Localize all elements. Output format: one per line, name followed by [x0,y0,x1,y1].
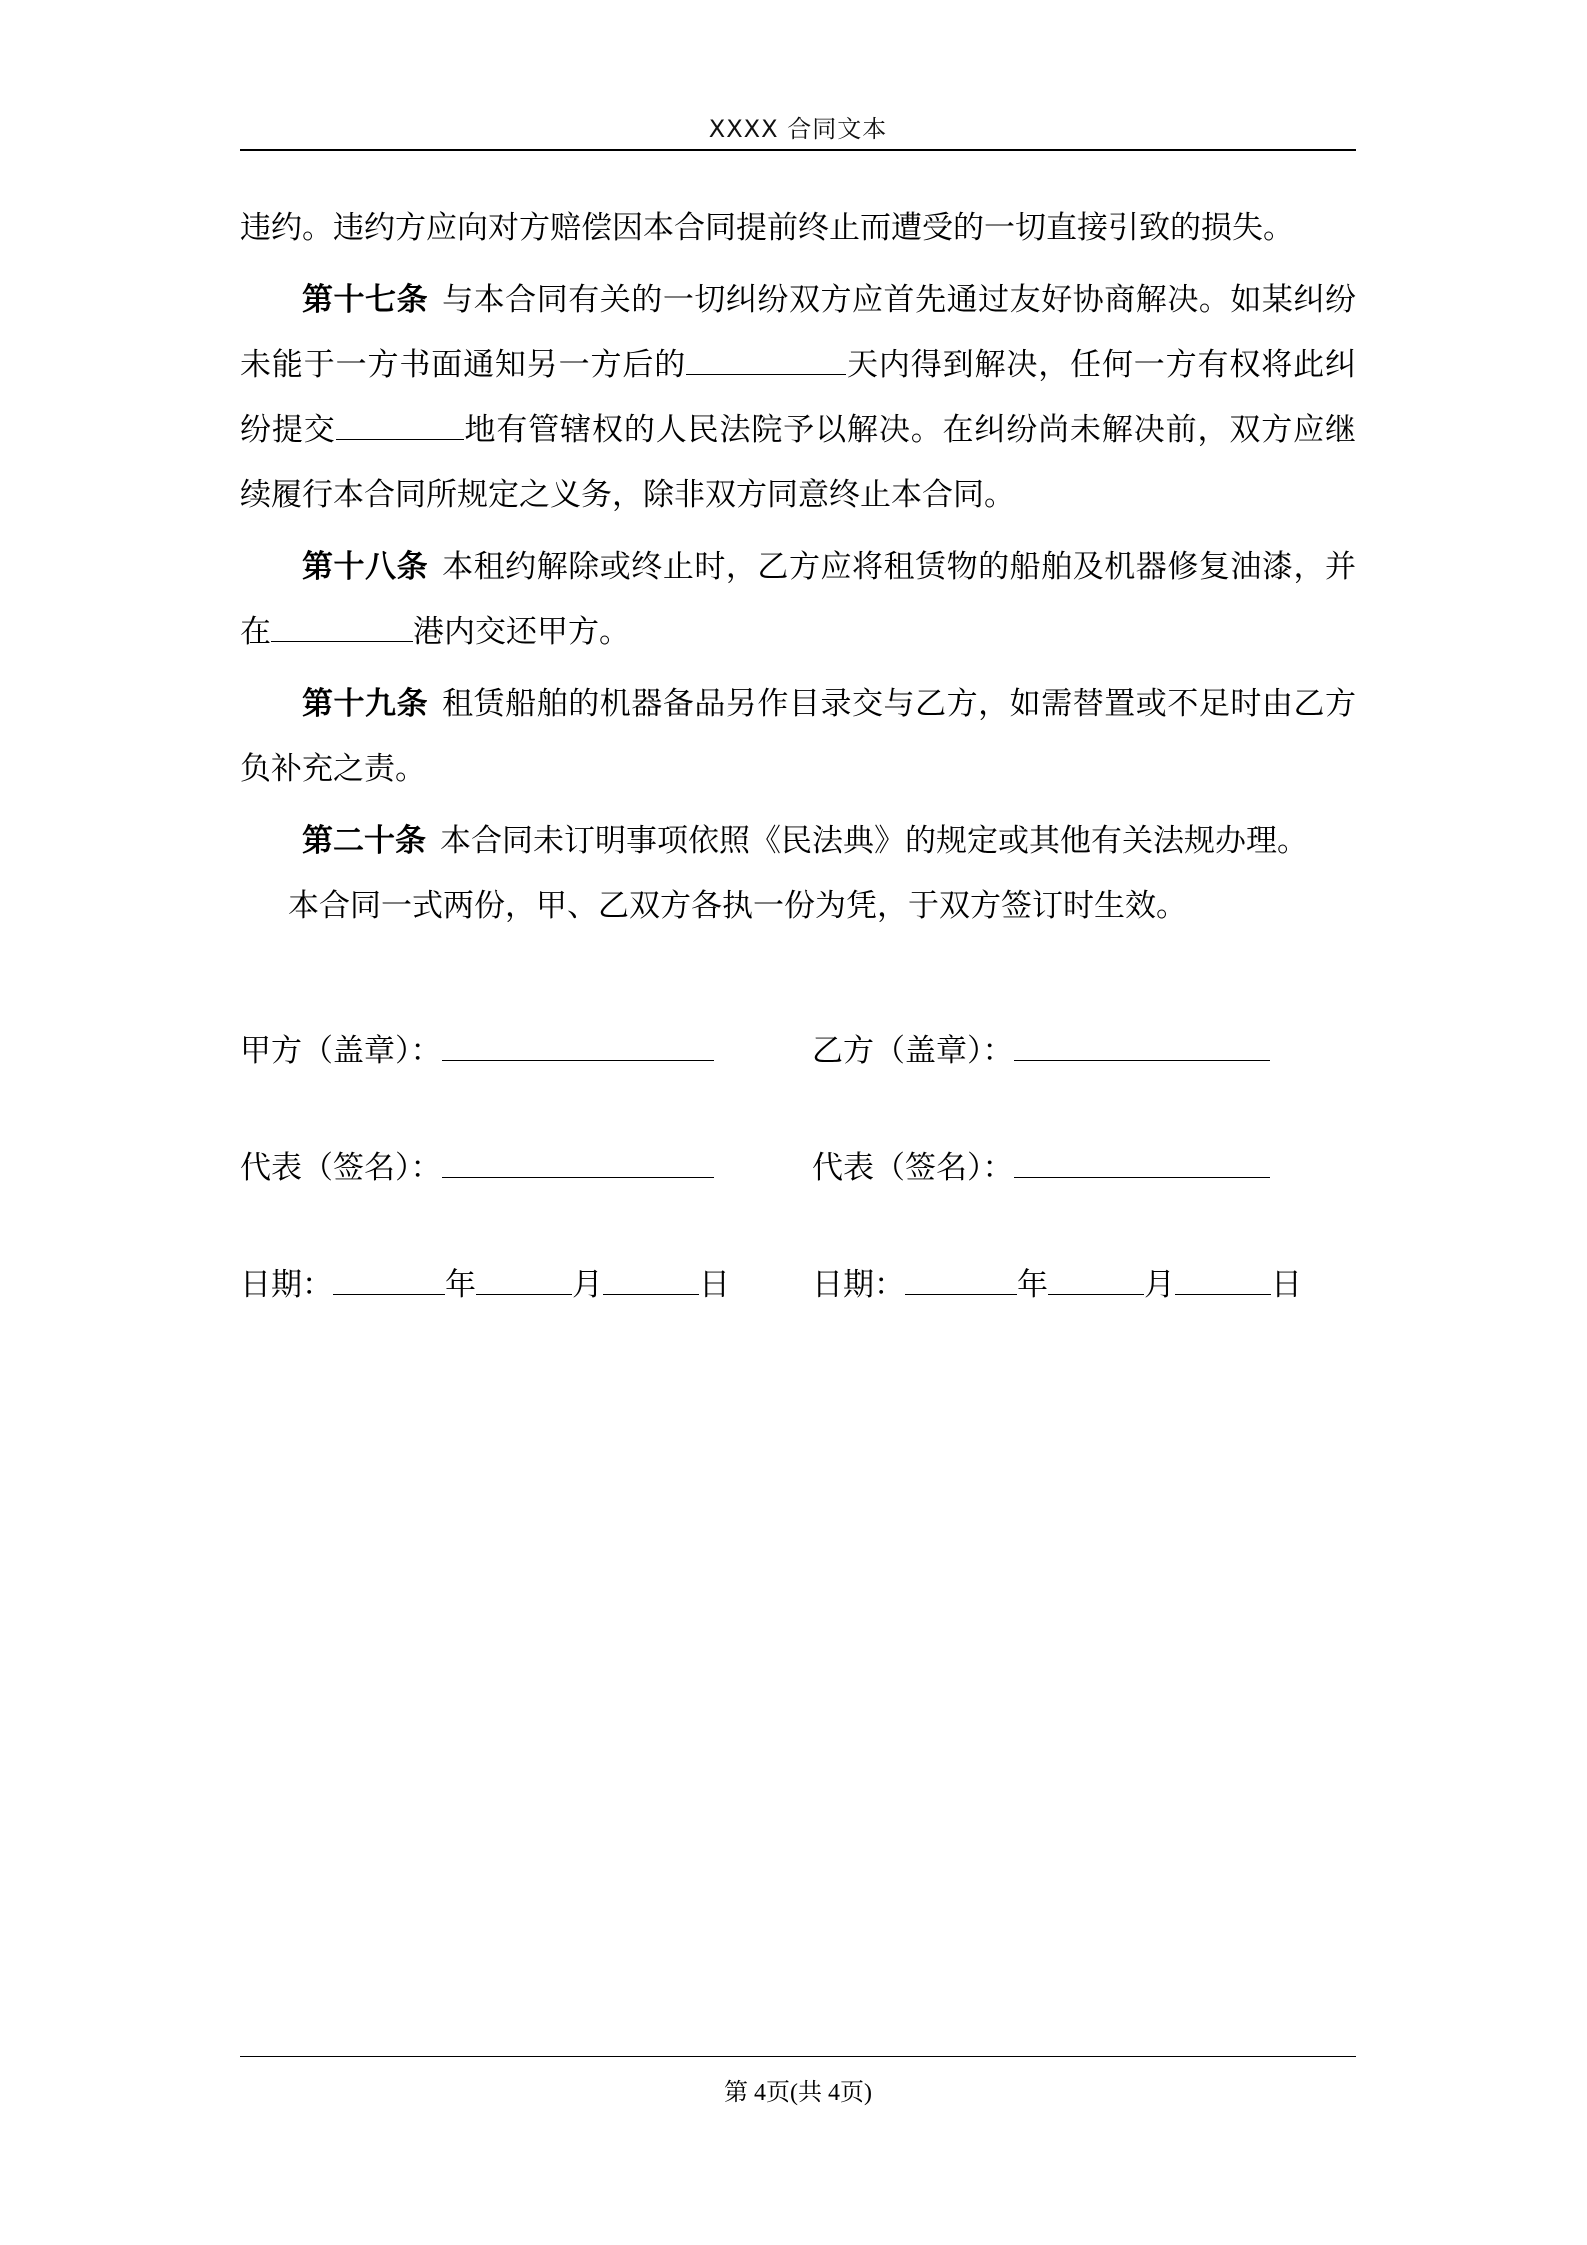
party-b-month-blank[interactable] [1048,1272,1144,1295]
party-a-seal [240,1026,714,1076]
article-17-days-blank[interactable] [686,350,846,375]
party-a-rep-line[interactable] [442,1155,714,1178]
article-19-label: 第十九条 [302,686,429,722]
party-b-rep-line[interactable] [1014,1155,1270,1178]
article-17 [240,268,1356,528]
seal-row [240,1026,1356,1076]
article-20-text: 本合同未订明事项依照《民法典》的规定或其他有关法规办理。 [440,823,1308,859]
article-20-label: 第二十条 [302,823,426,859]
party-b-day-blank[interactable] [1175,1272,1271,1295]
party-b-seal [812,1026,1270,1076]
party-b-seal-line[interactable] [1014,1038,1270,1061]
page-header-title: XXXX 合同文本 [708,115,888,143]
continuation-paragraph [240,196,1356,261]
party-a-rep-label: 代表（签名）： [240,1150,442,1186]
article-18 [240,535,1356,665]
date-row [240,1260,1356,1310]
article-18-text-part2: 港内交还甲方。 [413,614,630,650]
party-a-day-blank[interactable] [603,1272,699,1295]
party-a-seal-label: 甲方（盖章）： [240,1033,442,1069]
party-a-date-label: 日期： [240,1267,333,1303]
party-a-month-unit: 月 [572,1267,603,1303]
closing-text: 本合同一式两份，甲、乙双方各执一份为凭，于双方签订时生效。 [288,888,1187,924]
party-b-year-unit: 年 [1017,1267,1048,1303]
party-a-date [240,1260,730,1310]
party-b-date-label: 日期： [812,1267,905,1303]
article-17-text-part2: 天内得到解决，任何一方有权将此纠纷提交 [240,347,1357,448]
header-divider [240,149,1356,151]
party-a-year-unit: 年 [445,1267,476,1303]
article-19 [240,672,1356,802]
party-b-date [812,1260,1302,1310]
party-a-day-unit: 日 [699,1267,730,1303]
closing-paragraph [240,874,1356,939]
article-20 [240,809,1356,874]
party-b-rep-label: 代表（签名）： [812,1150,1014,1186]
party-b-month-unit: 月 [1144,1267,1175,1303]
footer-divider [240,2056,1356,2057]
article-19-text: 租赁船舶的机器备品另作目录交与乙方，如需替置或不足时由乙方负补充之责。 [240,686,1356,787]
article-17-court-location-blank[interactable] [336,415,464,440]
party-b-day-unit: 日 [1271,1267,1302,1303]
party-b-seal-label: 乙方（盖章）： [812,1033,1014,1069]
party-b-year-blank[interactable] [905,1272,1017,1295]
article-18-port-blank[interactable] [271,617,413,642]
party-a-year-blank[interactable] [333,1272,445,1295]
contract-body [240,196,1356,939]
article-17-text-part1: 与本合同有关的一切纠纷双方应首先通过友好协商解决。如某纠纷未能于一方书面通知另一方后的 [240,282,1356,383]
party-a-representative [240,1143,714,1193]
continuation-text: 违约。违约方应向对方赔偿因本合同提前终止而遭受的一切直接引致的损失。 [240,210,1294,246]
article-18-label: 第十八条 [302,549,429,585]
party-b-representative [812,1143,1270,1193]
article-17-label: 第十七条 [302,282,429,318]
party-a-seal-line[interactable] [442,1038,714,1061]
page-number: 第 4页(共 4页) [724,2080,872,2106]
party-a-month-blank[interactable] [476,1272,572,1295]
article-18-text-part1: 本租约解除或终止时，乙方应将租赁物的船舶及机器修复油漆，并在 [240,549,1356,650]
representative-row [240,1143,1356,1193]
article-17-text-part3: 地有管辖权的人民法院予以解决。在纠纷尚未解决前，双方应继续履行本合同所规定之义务，除非双方同意终止本合同。 [240,412,1357,513]
